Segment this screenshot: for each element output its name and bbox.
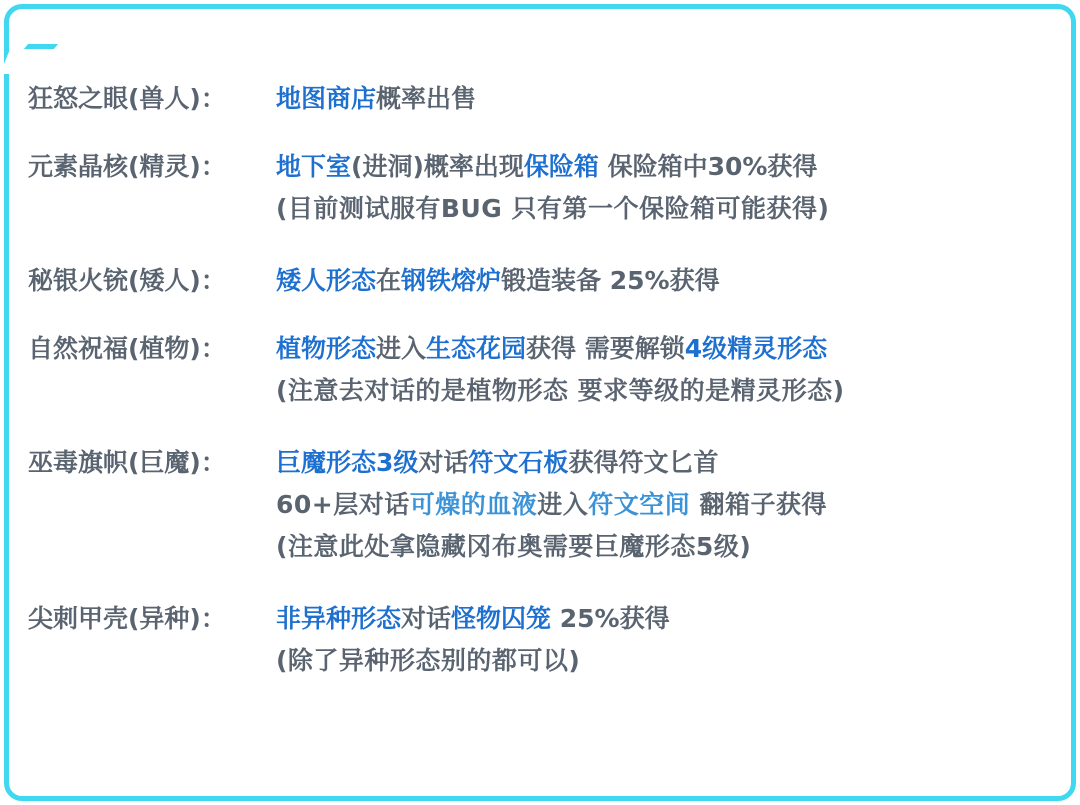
text-segment: 符文石板 xyxy=(468,448,569,477)
entry-label: 元素晶核(精灵)： xyxy=(28,152,226,181)
text-segment: 对话 xyxy=(418,448,469,477)
guide-entry xyxy=(28,598,1040,682)
entry-label: 自然祝福(植物)： xyxy=(28,334,226,363)
text-segment: 4级精灵形态 xyxy=(684,334,828,363)
entry-main-line xyxy=(276,146,1040,188)
guide-entry xyxy=(28,260,1040,302)
corner-notch-line xyxy=(24,44,58,49)
entry-lines xyxy=(276,328,1040,412)
entry-note-line xyxy=(276,484,1040,526)
guide-entry xyxy=(28,146,1040,230)
entry-main-line xyxy=(276,328,1040,370)
text-segment: 怪物囚笼 xyxy=(451,604,552,633)
text-segment: (注意此处拿隐藏冈布奥需要巨魔形态5级) xyxy=(276,532,752,561)
text-segment: 非异种形态 xyxy=(276,604,402,633)
text-segment: 获得 需要解锁 xyxy=(526,334,685,363)
text-segment: 地下室 xyxy=(276,152,352,181)
text-segment: 概率出售 xyxy=(376,84,477,113)
text-segment: 符文空间 xyxy=(588,490,691,519)
text-segment: 25%获得 xyxy=(551,604,670,633)
entry-lines xyxy=(276,78,1040,120)
text-segment: (进洞)概率出现 xyxy=(351,152,524,181)
entry-main-line xyxy=(276,260,1040,302)
text-segment: 进入 xyxy=(537,490,589,519)
text-segment: 在 xyxy=(376,266,402,295)
text-segment: 保险箱 xyxy=(523,152,599,181)
text-segment: 翻箱子获得 xyxy=(690,490,828,519)
text-segment: (除了异种形态别的都可以) xyxy=(276,646,581,675)
entry-note-line xyxy=(276,526,1040,568)
text-segment: 获得符文匕首 xyxy=(568,448,719,477)
text-segment: 60+层对话 xyxy=(276,490,410,519)
text-segment: (目前测试服有BUG 只有第一个保险箱可能获得) xyxy=(276,194,830,223)
entry-lines xyxy=(276,146,1040,230)
text-segment: 地图商店 xyxy=(276,84,377,113)
text-segment: 植物形态 xyxy=(276,334,377,363)
text-segment: 进入 xyxy=(376,334,427,363)
entry-label: 尖刺甲壳(异种)： xyxy=(28,604,226,633)
entry-main-line xyxy=(276,78,1040,120)
text-segment: 对话 xyxy=(401,604,452,633)
text-segment: 保险箱中30%获得 xyxy=(598,152,818,181)
text-segment: 矮人形态 xyxy=(276,266,377,295)
guide-entry xyxy=(28,78,1040,120)
entry-lines xyxy=(276,260,1040,302)
text-segment: 可燥的血液 xyxy=(409,490,538,519)
entry-lines xyxy=(276,598,1040,682)
entry-main-line xyxy=(276,598,1040,640)
text-segment: 钢铁熔炉 xyxy=(401,266,502,295)
entry-note-line xyxy=(276,370,1040,412)
text-segment: (注意去对话的是植物形态 要求等级的是精灵形态) xyxy=(276,376,845,405)
entry-main-line xyxy=(276,442,1040,484)
guide-entry xyxy=(28,442,1040,568)
entry-lines xyxy=(276,442,1040,568)
entry-label: 秘银火铳(矮人)： xyxy=(28,266,226,295)
text-segment: 生态花园 xyxy=(426,334,527,363)
guide-entry xyxy=(28,328,1040,412)
entry-label: 狂怒之眼(兽人)： xyxy=(28,84,226,113)
text-segment: 巨魔形态3级 xyxy=(276,448,419,477)
entry-label: 巫毒旗帜(巨魔)： xyxy=(28,448,226,477)
text-segment: 锻造装备 25%获得 xyxy=(501,266,720,295)
entry-note-line xyxy=(276,188,1040,230)
entry-note-line xyxy=(276,640,1040,682)
